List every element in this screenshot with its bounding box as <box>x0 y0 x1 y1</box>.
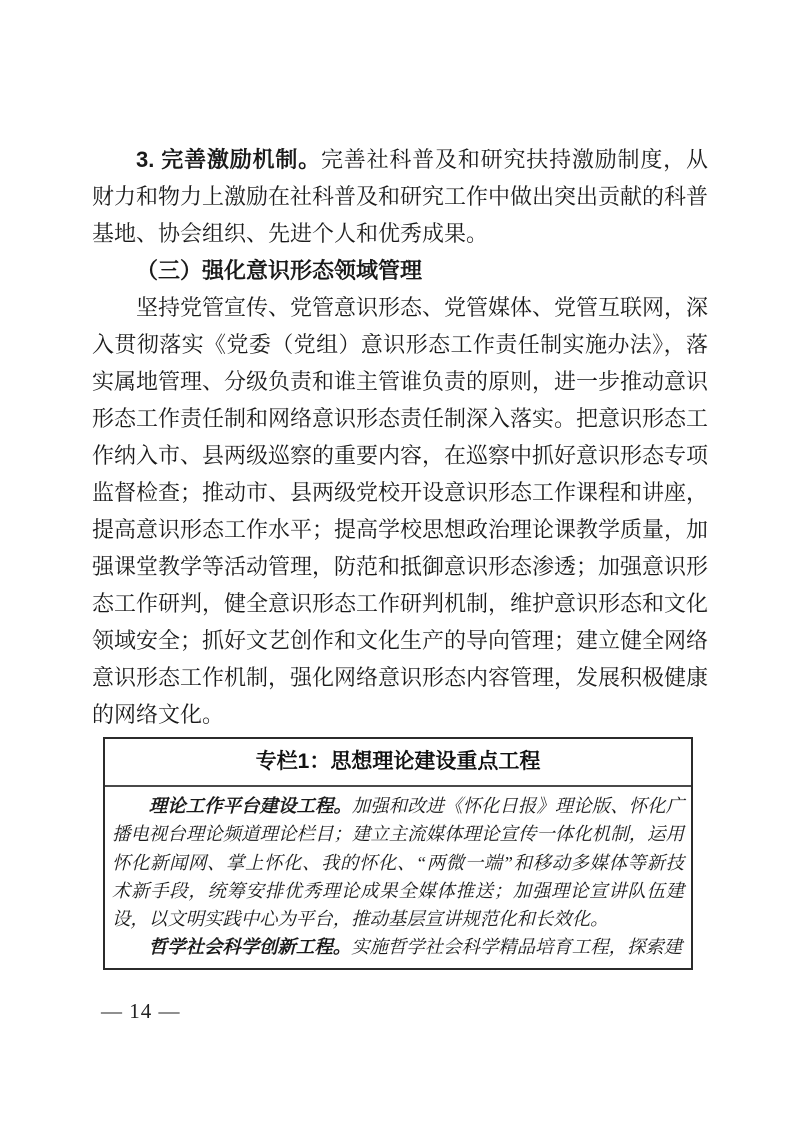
paragraph-incentive-lead: 3. 完善激励机制。 <box>136 147 321 172</box>
page-number: — 14 — <box>101 999 181 1023</box>
box-item-theory-platform <box>112 792 684 933</box>
page-content <box>92 141 708 970</box>
section-heading: （三）强化意识形态领域管理 <box>136 258 423 283</box>
column-box <box>103 737 693 970</box>
column-box-title: 专栏1：思想理论建设重点工程 <box>105 739 691 787</box>
paragraph-incentive-body: 完善社科普及和研究扶持激励制度，从财力和物力上激励在社科普及和研究工作中做出突出贡献的科普基地、协会组织、先进个人和优秀成果。 <box>92 147 709 246</box>
box-item-theory-platform-lead: 理论工作平台建设工程。 <box>148 796 352 816</box>
box-item-philosophy <box>112 933 684 961</box>
paragraph-incentive <box>92 141 708 252</box>
box-item-philosophy-body: 实施哲学社会科学精品培育工程，探索建 <box>351 937 683 958</box>
box-item-theory-platform-body: 加强和改进《怀化日报》理论版、怀化广播电视台理论频道理论栏目；建立主流媒体理论宣传一体化机制，运用怀化新闻网、掌上怀化、我的怀化、“两微一端”和移动多媒体等新技术新手段，统筹安排优秀理论成果全媒体推送；加强理论宣讲队伍建设，以文明实践中心为平台，推动基层宣讲规范化和长效化。 <box>112 796 684 930</box>
box-item-philosophy-lead: 哲学社会科学创新工程。 <box>148 937 352 958</box>
paragraph-ideology: 坚持党管宣传、党管意识形态、党管媒体、党管互联网，深入贯彻落实《党委（党组）意识形态工作责任制实施办法》，落实属地管理、分级负责和谁主管谁负责的原则，进一步推动意识形态工作责任制和网络意识形态责任制深入落实。把意识形态工作纳入市、县两级巡察的重要内容，在巡察中抓好意识形态专项监督检查；推动市、县两级党校开设意识形态工作课程和讲座，提高意识形态工作水平；提高学校思想政治理论课教学质量，加强课堂教学等活动管理，防范和抵御意识形态渗透；加强意识形态工作研判，健全意识形态工作研判机制，维护意识形态和文化领域安全；抓好文艺创作和文化生产的导向管理；建立健全网络意识形态工作机制，强化网络意识形态内容管理，发展积极健康的网络文化。 <box>92 295 709 727</box>
column-box-body <box>105 787 691 968</box>
